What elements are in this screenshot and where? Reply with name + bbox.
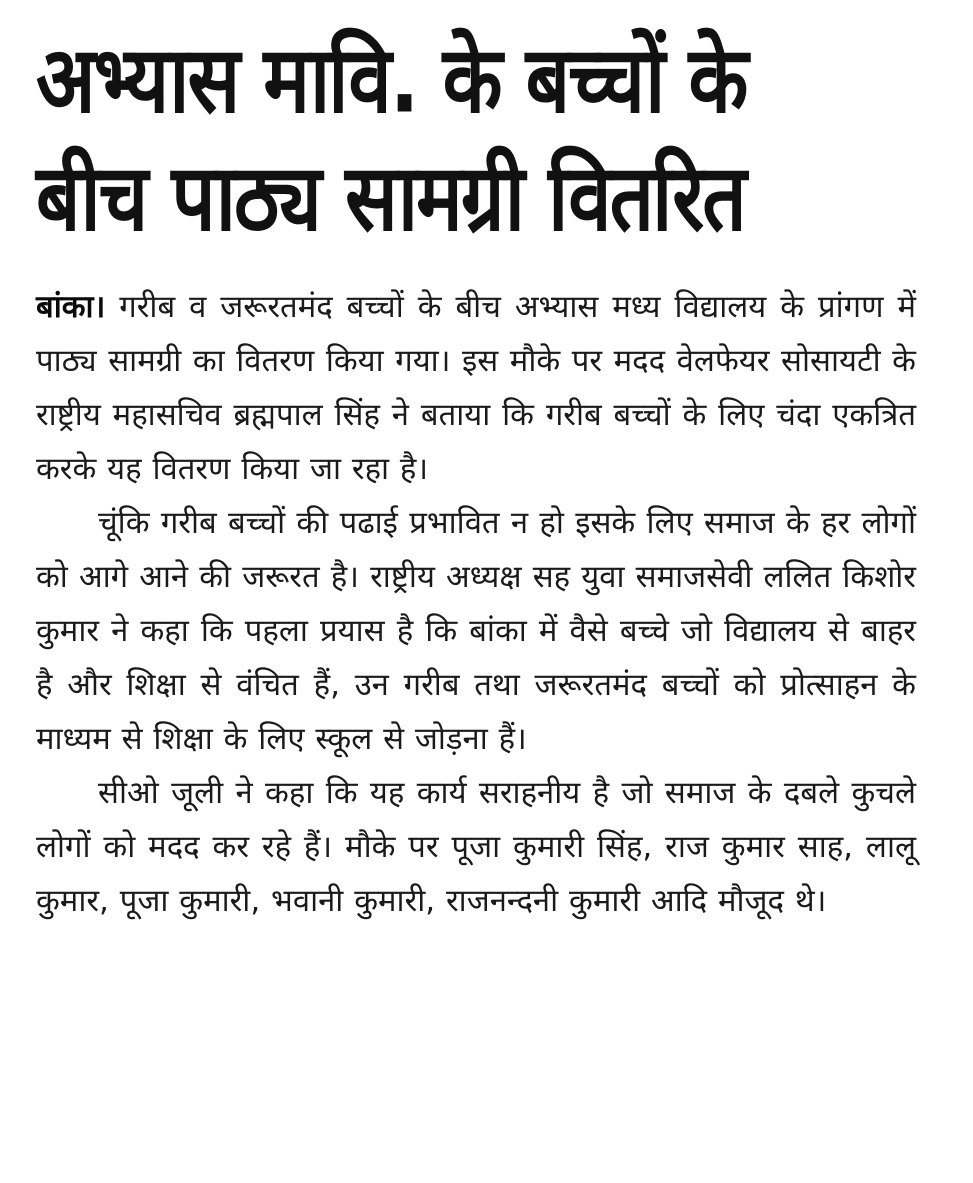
paragraph-2: चूंकि गरीब बच्चों की पढाई प्रभावित न हो इसके लिए समाज के हर लोगों को आगे आने की जरूरत है। राष्ट्रीय अध्यक्ष सह युवा समाजसेवी ललित किशोर कुमार ने कहा कि पहला प्रयास है कि बांका में वैसे बच्चे जो विद्यालय से बाहर है और शिक्षा से वंचित हैं, उन गरीब तथा जरूरतमंद बच्चों को प्रोत्साहन के माध्यम से शिक्षा के लिए स्कूल से जोड़ना हैं। [36, 505, 916, 757]
paragraph-1-text: गरीब व जरूरतमंद बच्चों के बीच अभ्यास मध्य विद्यालय के प्रांगण में पाठ्य सामग्री का वितरण किया गया। इस मौके पर मदद वेलफेयर सोसायटी के राष्ट्रीय महासचिव ब्रह्मपाल सिंह ने बताया कि गरीब बच्चों के लिए चंदा एकत्रित करके यह वितरण किया जा रहा है। [36, 289, 916, 487]
headline-line-2: बीच पाठ्य सामग्री वितरित [36, 145, 745, 253]
article-body [36, 280, 916, 928]
headline-line-1: अभ्यास मावि. के बच्चों के [36, 27, 747, 135]
news-article [36, 22, 936, 919]
paragraph-1 [36, 280, 916, 496]
paragraph-3: सीओ जूली ने कहा कि यह कार्य सराहनीय है जो समाज के दबले कुचले लोगों को मदद कर रहे हैं। मौके पर पूजा कुमारी सिंह, राज कुमार साह, लालू कुमार, पूजा कुमारी, भवानी कुमारी, राजनन्दनी कुमारी आदि मौजूद थे। [36, 775, 916, 919]
dateline: बांका। [36, 289, 106, 325]
headline [36, 22, 936, 258]
